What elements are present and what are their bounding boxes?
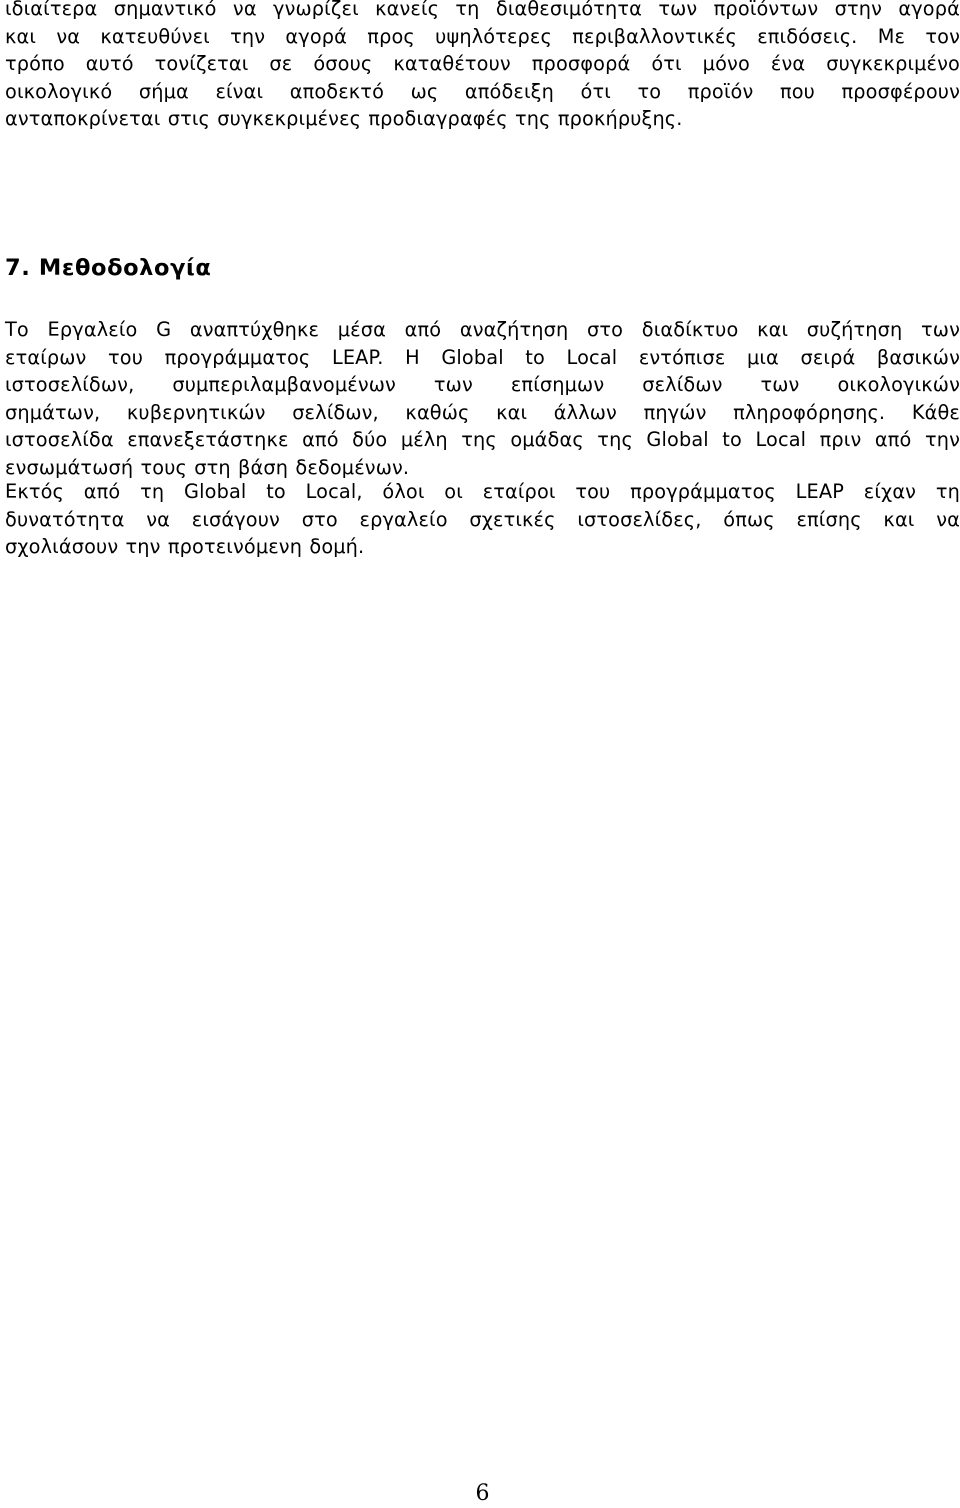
paragraph-line: ιστοσελίδων, συμπεριλαμβανομένων των επίσημων σελίδων των οικολογικών	[5, 373, 960, 396]
paragraph-line: ιστοσελίδα επανεξετάστηκε από δύο μέλη της ομάδας της Global to Local πριν από την	[5, 428, 960, 451]
paragraph-line: Το Εργαλείο G αναπτύχθηκε μέσα από αναζήτηση στο διαδίκτυο και συζήτηση των	[5, 318, 960, 341]
paragraph-line: ιδιαίτερα σημαντικό να γνωρίζει κανείς τη διαθεσιμότητα των προϊόντων στην αγορά	[5, 0, 960, 20]
paragraph-line: ενσωμάτωσή τους στη βάση δεδομένων.	[5, 455, 410, 479]
partners-paragraph	[5, 478, 960, 561]
document-page	[5, 0, 960, 1508]
intro-paragraph	[5, 0, 960, 133]
paragraph-line: εταίρων του προγράμματος LEAP. Η Global to Local εντόπισε μια σειρά βασικών	[5, 345, 960, 369]
paragraph-line: ανταποκρίνεται στις συγκεκριμένες προδιαγραφές της προκήρυξης.	[5, 107, 683, 130]
methodology-paragraph	[5, 316, 960, 481]
paragraph-line: δυνατότητα να εισάγουν στο εργαλείο σχετικές ιστοσελίδες, όπως επίσης και να	[5, 507, 960, 531]
paragraph-line: και να κατευθύνει την αγορά προς υψηλότερες περιβαλλοντικές επιδόσεις. Με τον	[5, 24, 960, 48]
page-number: 6	[475, 1481, 490, 1506]
section-heading: 7. Μεθοδολογία	[5, 255, 212, 281]
paragraph-line: σχολιάσουν την προτεινόμενη δομή.	[5, 535, 365, 558]
paragraph-line: τρόπο αυτό τονίζεται σε όσους καταθέτουν προσφορά ότι μόνο ένα συγκεκριμένο	[5, 52, 960, 75]
paragraph-line: σημάτων, κυβερνητικών σελίδων, καθώς και άλλων πηγών πληροφόρησης. Κάθε	[5, 400, 960, 424]
paragraph-line: Εκτός από τη Global to Local, όλοι οι εταίροι του προγράμματος LEAP είχαν τη	[5, 480, 960, 503]
paragraph-line: οικολογικό σήμα είναι αποδεκτό ως απόδειξη ότι το προϊόν που προσφέρουν	[5, 79, 960, 103]
